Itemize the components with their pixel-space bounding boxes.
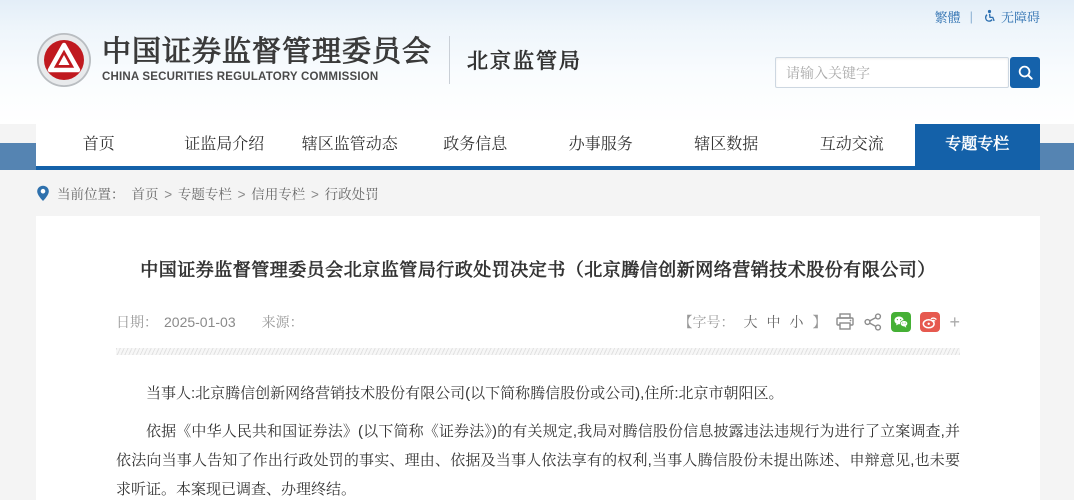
hatched-divider	[116, 348, 960, 355]
more-share-button[interactable]: +	[949, 312, 960, 332]
breadcrumb-link[interactable]: 信用专栏	[251, 187, 306, 202]
breadcrumb-items	[132, 183, 379, 203]
org-name-cn: 中国证券监督管理委员会	[102, 36, 433, 69]
date-label: 日期：	[116, 314, 158, 330]
article-date: 2025-01-03	[164, 314, 236, 330]
source-label: 来源：	[261, 314, 304, 330]
search-input[interactable]	[775, 57, 1009, 88]
accessibility-link[interactable]	[982, 7, 1040, 26]
breadcrumb-label: 当前位置：	[57, 187, 125, 202]
weibo-icon	[922, 315, 938, 329]
nav-item-辖区监管动态[interactable]: 辖区监管动态	[301, 136, 398, 153]
wechat-icon	[893, 315, 909, 329]
font-size-suffix: 】	[812, 314, 827, 330]
traditional-chinese-link[interactable]: 繁體	[934, 10, 961, 25]
logo-row	[36, 32, 582, 88]
breadcrumb-link[interactable]: 行政处罚	[324, 187, 379, 202]
weibo-share-button[interactable]	[920, 312, 940, 332]
breadcrumb-separator: >	[307, 187, 323, 202]
site-header	[0, 0, 1074, 124]
topbar-divider: |	[969, 9, 973, 24]
article-paragraph: 当事人:北京腾信创新网络营销技术股份有限公司(以下简称腾信股份或公司),住所:北京市朝阳区。	[146, 385, 784, 402]
site-search	[775, 57, 1040, 88]
font-size-large-button[interactable]: 大	[743, 314, 758, 330]
nav-item-辖区数据[interactable]: 辖区数据	[694, 136, 759, 153]
share-icon	[864, 313, 882, 331]
breadcrumb	[0, 170, 1074, 216]
share-button[interactable]	[864, 313, 882, 331]
wechat-share-button[interactable]	[891, 312, 911, 332]
nav-item-首页[interactable]: 首页	[82, 136, 115, 153]
org-name-block	[102, 36, 432, 83]
article-paragraph: 依据《中华人民共和国证券法》(以下简称《证券法》)的有关规定,我局对腾信股份信息披露违法违规行为进行了立案调查,并依法向当事人告知了作出行政处罚的事实、理由、依据及当事人依法享有的权利,当事人腾信股份未提出陈述、申辩意见,也未要求听证。本案现已调查、办理终结。	[116, 423, 960, 498]
search-button[interactable]	[1010, 57, 1040, 88]
nav-item-政务信息[interactable]: 政务信息	[443, 136, 508, 153]
header-divider	[449, 36, 450, 84]
breadcrumb-separator: >	[233, 187, 250, 202]
article-meta-tools	[678, 312, 960, 332]
bureau-name: 北京监管局	[467, 50, 583, 73]
font-size-small-button[interactable]: 小	[789, 314, 804, 330]
article-body	[116, 379, 960, 500]
csrc-seal-logo	[36, 32, 92, 88]
printer-icon	[835, 313, 855, 331]
top-utility-links	[935, 7, 1040, 26]
print-button[interactable]	[835, 313, 855, 331]
wheelchair-icon	[982, 9, 997, 24]
main-nav-area	[0, 124, 1074, 170]
nav-item-专题专栏[interactable]: 专题专栏	[915, 124, 1041, 166]
nav-item-证监局介绍[interactable]: 证监局介绍	[184, 136, 265, 153]
nav-item-互动交流[interactable]: 互动交流	[819, 136, 884, 153]
main-nav	[36, 124, 1040, 170]
search-icon	[1017, 64, 1034, 81]
breadcrumb-link[interactable]: 首页	[131, 187, 159, 202]
font-size-medium-button[interactable]: 中	[766, 314, 781, 330]
article-title: 中国证券监督管理委员会北京监管局行政处罚决定书（北京腾信创新网络营销技术股份有限公司）	[140, 260, 936, 280]
breadcrumb-separator: >	[160, 187, 176, 202]
article-card	[36, 216, 1040, 500]
font-size-prefix: 【字号：	[678, 314, 735, 330]
org-name-en: CHINA SECURITIES REGULATORY COMMISSION	[102, 70, 379, 83]
article-meta-left	[116, 312, 310, 332]
location-pin-icon	[36, 185, 50, 202]
breadcrumb-link[interactable]: 专题专栏	[177, 187, 232, 202]
article-meta-row	[116, 312, 960, 332]
nav-item-办事服务[interactable]: 办事服务	[568, 136, 633, 153]
accessibility-label: 无障碍	[1000, 10, 1040, 25]
